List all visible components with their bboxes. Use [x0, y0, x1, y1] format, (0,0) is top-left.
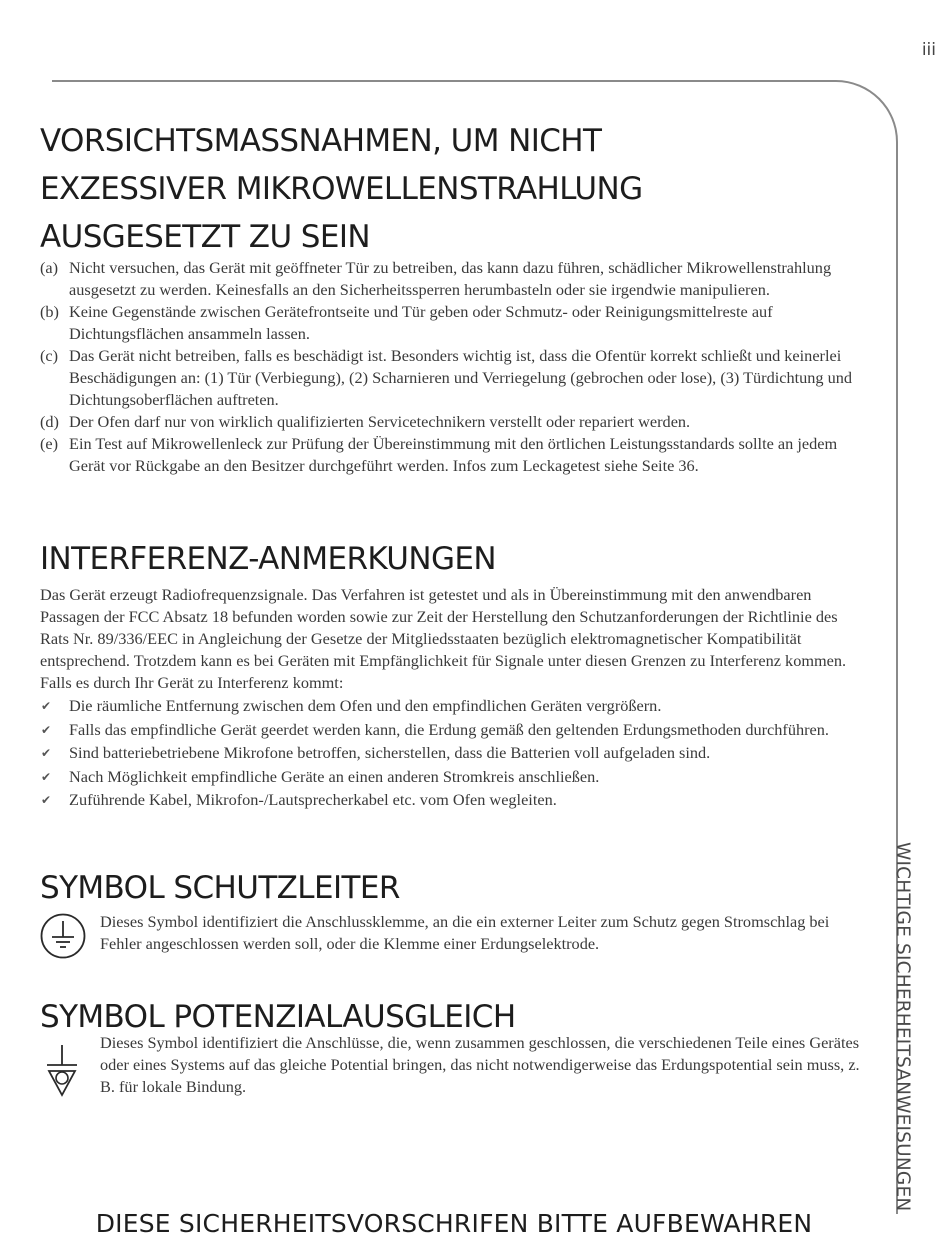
checklist-item: [40, 695, 862, 717]
checklist-item-text: Nach Möglichkeit empfindliche Geräte an einen anderen Stromkreis anschließen.: [69, 766, 600, 786]
list-marker: (d): [40, 412, 59, 431]
interference-body: [40, 584, 862, 811]
equipotential-icon: [40, 1043, 86, 1099]
microwave-precautions-heading: [40, 117, 643, 261]
page-footer: DIESE SICHERHEITSVORSCHRIFEN BITTE AUFBEWAHREN: [95, 1209, 813, 1238]
list-item: [40, 345, 862, 411]
checklist-item: [40, 742, 862, 764]
list-item: [40, 301, 862, 345]
protective-earth-description: Dieses Symbol identifiziert die Anschlussklemme, an die ein externer Leiter zum Schutz gegen Stromschlag bei Fehler angeschlossen werden soll, oder die Klemme einer Erdungselektrode.: [100, 912, 830, 953]
checkmark-icon: ✔: [41, 746, 52, 761]
list-item-text: Nicht versuchen, das Gerät mit geöffneter Tür zu betreiben, das kann dazu führen, schädlicher Mikrowellenstrahlung ausgesetzt zu werden. Keinesfalls an den Sicherheitssperren herumbasteln oder sie irgendwie manipulieren.: [69, 258, 832, 299]
checklist-item: [40, 766, 862, 788]
protective-earth-icon: [40, 911, 88, 961]
checklist-item-text: Die räumliche Entfernung zwischen dem Ofen und den empfindlichen Geräten vergrößern.: [69, 696, 662, 716]
list-marker: (b): [40, 302, 59, 321]
checkmark-icon: ✔: [41, 792, 52, 807]
checklist-item-text: Zuführende Kabel, Mikrofon-/Lautsprecherkabel etc. vom Ofen wegleiten.: [69, 789, 557, 809]
list-item: [40, 257, 862, 301]
protective-earth-heading: SYMBOL SCHUTZLEITER: [40, 870, 400, 906]
list-item-text: Der Ofen darf nur von wirklich qualifizierten Servicetechnikern verstellt oder repariert werden.: [69, 412, 691, 431]
checklist-item: [40, 789, 862, 811]
heading-line: VORSICHTSMASSNAHMEN, UM NICHT: [40, 123, 602, 159]
heading-line: AUSGESETZT ZU SEIN: [40, 219, 370, 255]
interference-heading: INTERFERENZ-ANMERKUNGEN: [40, 541, 496, 577]
heading-line: EXZESSIVER MIKROWELLENSTRAHLUNG: [40, 171, 643, 207]
list-marker: (e): [40, 434, 59, 453]
list-item: [40, 433, 862, 477]
microwave-precautions-list: [40, 257, 862, 477]
checkmark-icon: ✔: [41, 769, 52, 784]
checkmark-icon: ✔: [41, 722, 52, 737]
interference-paragraph: Das Gerät erzeugt Radiofrequenzsignale. Das Verfahren ist getestet und als in Übereinstimmung mit den anwendbaren Passagen der FCC Absatz 18 befunden worden sowie zur Zeit der Herstellung den Schutzanforderungen der Richtlinie des Rats Nr. 89/336/EEC in Angleichung der Gesetze der Mitgliedsstaaten bezüglich elektromagnetischer Kompatibilität entsprechend. Trotzdem kann es bei Geräten mit Empfänglichkeit für Signale unter diesen Grenzen zu Interferenz kommen.: [40, 585, 847, 670]
interference-checklist: [40, 695, 862, 811]
list-item-text: Keine Gegenstände zwischen Gerätefrontseite und Tür geben oder Schmutz- oder Reinigungsmittelreste auf Dichtungsflächen ansammeln lassen.: [69, 302, 773, 343]
interference-intro: Falls es durch Ihr Gerät zu Interferenz kommt:: [40, 673, 344, 692]
list-item: [40, 411, 862, 433]
list-item-text: Das Gerät nicht betreiben, falls es beschädigt ist. Besonders wichtig ist, dass die Ofentür korrekt schließt und keinerlei Beschädigungen an: (1) Tür (Verbiegung), (2) Scharnieren und Verriegelung (gebrochen oder lose), (3) Türdichtung und Dichtungsoberflächen auftreten.: [69, 346, 853, 409]
equipotential-description: Dieses Symbol identifiziert die Anschlüsse, die, wenn zusammen geschlossen, die verschiedenen Teile eines Gerätes oder eines Systems auf das gleiche Potential bringen, das nicht notwendigerweise das Erdungspotential sein muss, z. B. für lokale Bindung.: [100, 1033, 860, 1096]
page-number: iii: [921, 40, 936, 60]
checklist-item: [40, 719, 862, 741]
list-item-text: Ein Test auf Mikrowellenleck zur Prüfung der Übereinstimmung mit den örtlichen Leistungsstandards sollte an jedem Gerät vor Rückgabe an den Besitzer durchgeführt werden. Infos zum Leckagetest siehe Seite 36.: [69, 434, 838, 475]
checklist-item-text: Falls das empfindliche Gerät geerdet werden kann, die Erdung gemäß den geltenden Erdungsmethoden durchführen.: [69, 719, 829, 739]
side-section-label: WICHTIGE SICHERHEITSANWEISUNGEN: [892, 842, 913, 1212]
checklist-item-text: Sind batteriebetriebene Mikrofone betroffen, sicherstellen, dass die Batterien voll aufgeladen sind.: [69, 743, 711, 763]
list-marker: (a): [40, 258, 59, 277]
equipotential-heading: SYMBOL POTENZIALAUSGLEICH: [40, 999, 516, 1035]
checkmark-icon: ✔: [41, 699, 52, 714]
list-marker: (c): [40, 346, 59, 365]
